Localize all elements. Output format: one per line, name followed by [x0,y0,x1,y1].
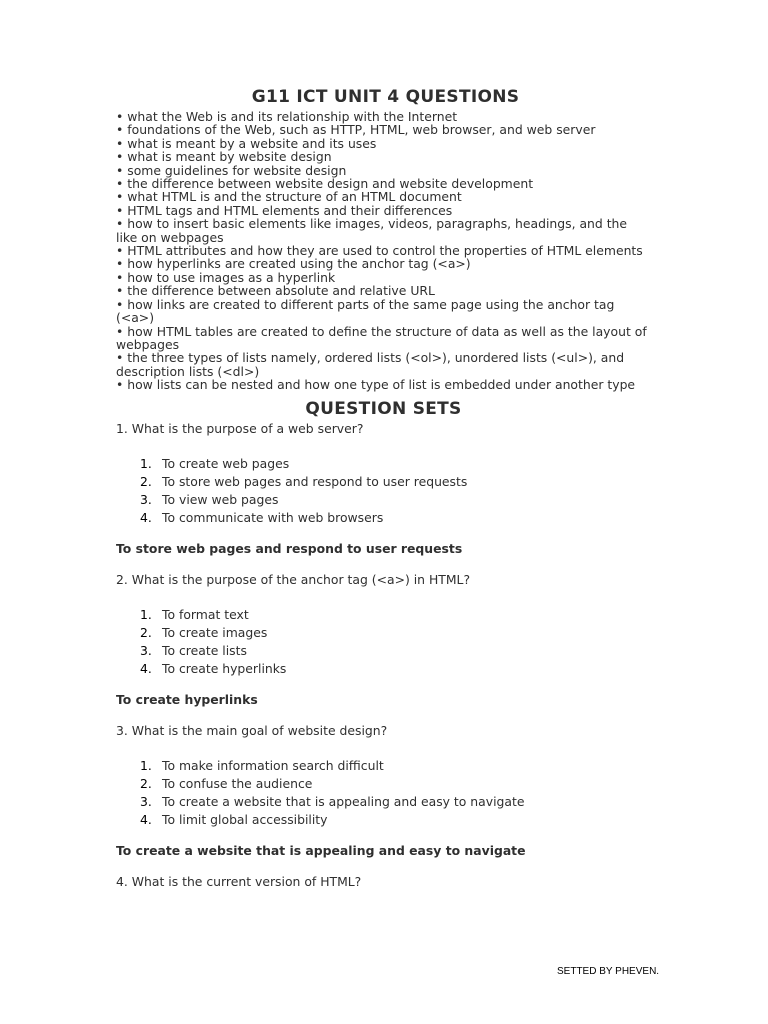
option-item: 2. To create images [140,624,268,640]
topic-item: • the difference between website design and website development [116,176,534,192]
question-block [116,421,651,557]
question-text: 3. What is the main goal of website design? [116,722,388,738]
topic-item: • how to insert basic elements like images, videos, paragraphs, headings, and the like on webpages [116,216,628,245]
option-item: 1. To create web pages [140,455,290,471]
topic-item: • how links are created to different parts of the same page using the anchor tag (<a>) [116,296,615,326]
document-page [116,86,651,890]
topic-item: • HTML attributes and how they are used to control the properties of HTML elements [116,243,643,259]
option-item: 3. To create a website that is appealing and easy to navigate [140,793,525,809]
option-item: 4. To limit global accessibility [140,811,328,827]
option-item: 3. To create lists [140,642,247,658]
option-item: 1. To format text [140,606,249,622]
topic-item: • some guidelines for website design [116,162,347,178]
topic-item: • the three types of lists namely, ordered lists (<ol>), unordered lists (<ul>), and description lists (<dl>) [116,350,625,379]
question-text: 2. What is the purpose of the anchor tag (<a>) in HTML? [116,571,471,587]
option-item: 4. To create hyperlinks [140,660,287,676]
topic-item: • what is meant by website design [116,149,332,165]
question-block [116,874,651,890]
option-item: 2. To store web pages and respond to user requests [140,473,468,489]
topics-list [116,110,651,392]
topic-item: • what the Web is and its relationship with the Internet [116,109,458,124]
answer-text: To store web pages and respond to user requests [116,540,463,556]
question-text: 4. What is the current version of HTML? [116,873,362,889]
topic-item: • HTML tags and HTML elements and their differences [116,202,453,218]
options-list [116,455,651,527]
topic-item: • what HTML is and the structure of an HTML document [116,189,462,205]
section-title: QUESTION SETS [305,398,462,419]
answer-text: To create hyperlinks [116,691,258,707]
footer-credit: SETTED BY PHEVEN. [557,966,660,977]
topic-item: • how HTML tables are created to define the structure of data as well as the layout of webpages [116,323,647,352]
question-block [116,572,651,708]
topic-item: • how to use images as a hyperlink [116,269,336,285]
topic-item: • what is meant by a website and its uses [116,135,377,151]
topic-item: • how hyperlinks are created using the anchor tag (<a>) [116,256,471,272]
question-block [116,723,651,859]
option-item: 1. To make information search difficult [140,757,384,773]
topic-item: • how lists can be nested and how one type of list is embedded under another type [116,377,636,393]
option-item: 3. To view web pages [140,491,279,507]
question-text: 1. What is the purpose of a web server? [116,420,364,436]
option-item: 2. To confuse the audience [140,775,313,791]
options-list [116,606,651,678]
options-list [116,757,651,829]
document-title: G11 ICT UNIT 4 QUESTIONS [251,87,520,107]
option-item: 4. To communicate with web browsers [140,509,384,525]
topic-item: • foundations of the Web, such as HTTP, HTML, web browser, and web server [116,122,596,138]
topic-item: • the difference between absolute and relative URL [116,283,435,299]
answer-text: To create a website that is appealing and easy to navigate [116,842,526,858]
